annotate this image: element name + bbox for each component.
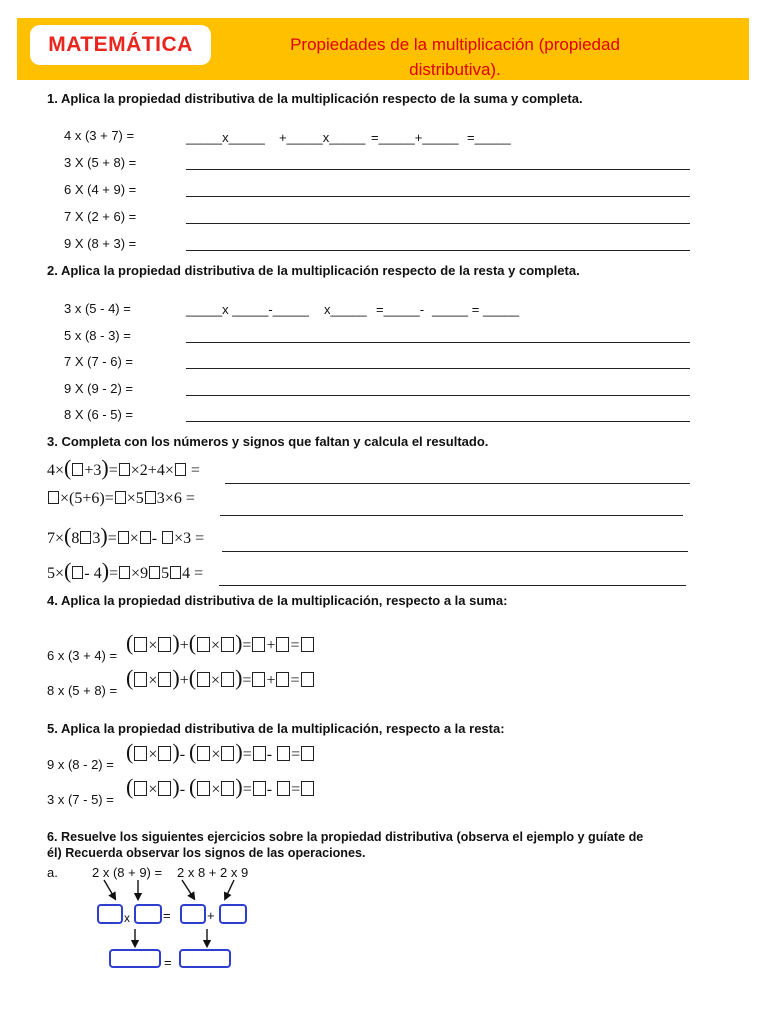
section-5-row-1-expansion: ( × )- ( × )= - = (126, 739, 315, 765)
section-6-expression: 2 x (8 + 9) = (92, 865, 163, 880)
section-1-row-1-label: 4 x (3 + 7) = (64, 128, 135, 143)
answer-box[interactable] (97, 904, 123, 924)
section-2-template-2[interactable]: x_____ (324, 302, 367, 317)
section-2-template-4[interactable]: _____ = _____ (432, 302, 520, 317)
section-4-heading: 4. Aplica la propiedad distributiva de la multiplicación, respecto a la suma: (47, 593, 508, 608)
section-3-heading: 3. Completa con los números y signos que faltan y calcula el resultado. (47, 434, 489, 449)
section-2-template-1[interactable]: _____x _____-_____ (186, 302, 309, 317)
op-equals: = (163, 908, 171, 923)
page-title-line-1: Propiedades de la multiplicación (propiedad (290, 35, 620, 54)
section-3-equation-2: ×(5+6)= ×5 3×6 = (47, 490, 195, 508)
section-2-row-3-label: 7 X (7 - 6) = (64, 354, 133, 369)
section-2-heading: 2. Aplica la propiedad distributiva de la multiplicación respecto de la resta y completa. (47, 263, 580, 278)
section-3-equation-3: 7×(8 3)= × - ×3 = (47, 523, 205, 548)
section-4-row-2-label: 8 x (5 + 8) = (47, 683, 118, 698)
arrow-icon (104, 880, 114, 897)
section-1-template-3[interactable]: =_____+_____ (371, 130, 459, 145)
section-6-heading-line-2: él) Recuerda observar los signos de las operaciones. (47, 846, 366, 860)
answer-box[interactable] (180, 904, 206, 924)
section-1-row-2-label: 3 X (5 + 8) = (64, 155, 137, 170)
section-1-template-1[interactable]: _____x_____ (186, 130, 265, 145)
answer-box[interactable] (134, 904, 162, 924)
arrow-icon (182, 880, 193, 897)
section-1-row-3-label: 6 X (4 + 9) = (64, 182, 137, 197)
section-4-row-2-expansion: ( × )+( × )= + = (126, 665, 315, 691)
op-times: x (124, 911, 130, 925)
section-6-item-label: a. (47, 865, 58, 880)
section-1-template-2[interactable]: +_____x_____ (279, 130, 366, 145)
section-5-row-1-label: 9 x (8 - 2) = (47, 757, 114, 772)
section-2-row-5-label: 8 X (6 - 5) = (64, 407, 133, 422)
section-3-equation-1: 4×( +3)= ×2+4× = (47, 455, 200, 480)
section-1-heading: 1. Aplica la propiedad distributiva de la multiplicación respecto de la suma y completa. (47, 91, 583, 106)
subject-badge: MATEMÁTICA (30, 25, 211, 65)
section-1-row-4-label: 7 X (2 + 6) = (64, 209, 137, 224)
op-plus: + (207, 908, 215, 923)
section-4-row-1-label: 6 x (3 + 4) = (47, 648, 118, 663)
section-4-row-1-expansion: ( × )+( × )= + = (126, 630, 315, 656)
answer-box[interactable] (179, 949, 231, 968)
section-2-row-2-label: 5 x (8 - 3) = (64, 328, 131, 343)
section-5-row-2-expansion: ( × )- ( × )= - = (126, 774, 315, 800)
section-1-template-4[interactable]: =_____ (467, 130, 511, 145)
section-1-row-5-label: 9 X (8 + 3) = (64, 236, 137, 251)
section-2-row-1-label: 3 x (5 - 4) = (64, 301, 131, 316)
section-5-heading: 5. Aplica la propiedad distributiva de la multiplicación, respecto a la resta: (47, 721, 505, 736)
section-2-row-4-label: 9 X (9 - 2) = (64, 381, 133, 396)
arrow-icon (226, 880, 234, 897)
page-title-line-2: distributiva). (409, 60, 501, 79)
section-5-row-2-label: 3 x (7 - 5) = (47, 792, 114, 807)
section-6-heading-line-1: 6. Resuelve los siguientes ejercicios sobre la propiedad distributiva (observa el ejemplo y guíate de (47, 830, 644, 844)
answer-box[interactable] (109, 949, 161, 968)
answer-box[interactable] (219, 904, 247, 924)
op-equals: = (164, 955, 172, 970)
section-2-template-3[interactable]: =_____- (376, 302, 425, 317)
section-3-equation-4: 5×( - 4)= ×9 5 4 = (47, 558, 204, 583)
section-6-expansion: 2 x 8 + 2 x 9 (177, 865, 249, 880)
